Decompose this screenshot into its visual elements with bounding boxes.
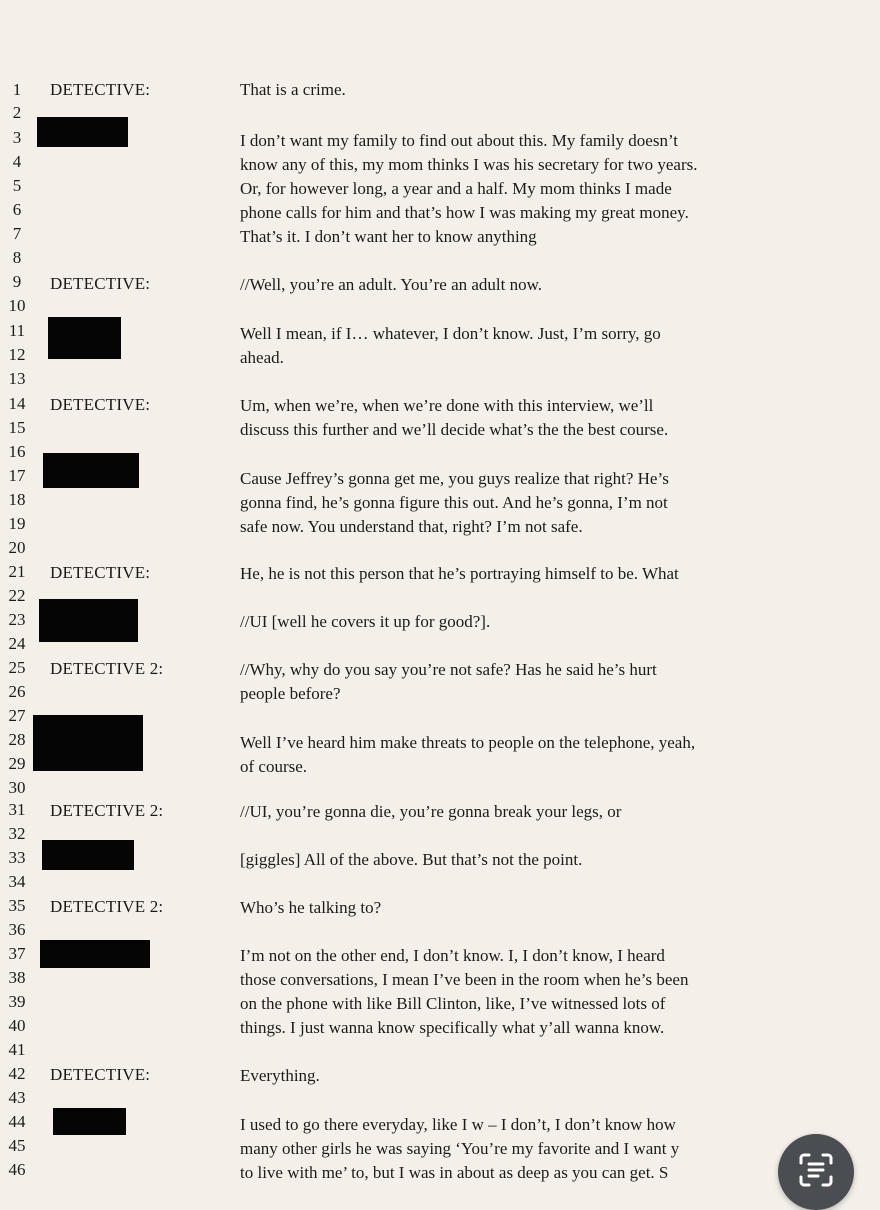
speaker-label: DETECTIVE: bbox=[50, 395, 151, 414]
line-number: 45 bbox=[8, 1136, 26, 1155]
line-number: 7 bbox=[12, 224, 22, 243]
line-number: 42 bbox=[8, 1064, 26, 1083]
line-number: 30 bbox=[8, 778, 26, 797]
speech-line: things. I just wanna know specifically what y’all wanna know. bbox=[240, 1018, 665, 1037]
speech-line: Well I mean, if I… whatever, I don’t know. Just, I’m sorry, go bbox=[240, 324, 661, 343]
speech-line: Cause Jeffrey’s gonna get me, you guys realize that right? He’s bbox=[240, 469, 669, 488]
redaction-box bbox=[53, 1108, 126, 1135]
speech-line: Who’s he talking to? bbox=[240, 898, 382, 917]
line-number: 44 bbox=[8, 1112, 26, 1131]
line-number: 24 bbox=[8, 634, 26, 653]
line-number: 27 bbox=[8, 706, 26, 725]
line-number: 34 bbox=[8, 872, 26, 891]
redaction-box bbox=[42, 840, 134, 870]
speech-line: safe now. You understand that, right? I’m not safe. bbox=[240, 517, 583, 536]
line-number: 32 bbox=[8, 824, 26, 843]
line-number: 17 bbox=[8, 466, 26, 485]
line-number: 23 bbox=[8, 610, 26, 629]
line-number: 9 bbox=[12, 272, 22, 291]
line-number: 1 bbox=[12, 80, 22, 99]
speech-line: Well I’ve heard him make threats to people on the telephone, yeah, bbox=[240, 733, 696, 752]
line-number: 37 bbox=[8, 944, 26, 963]
speech-line: //UI, you’re gonna die, you’re gonna break your legs, or bbox=[240, 802, 622, 821]
line-number: 11 bbox=[8, 321, 26, 340]
line-number: 15 bbox=[8, 418, 26, 437]
line-number: 2 bbox=[12, 103, 22, 122]
speech-line: ahead. bbox=[240, 348, 284, 367]
line-number: 18 bbox=[8, 490, 26, 509]
speech-line: Um, when we’re, when we’re done with this interview, we’ll bbox=[240, 396, 654, 415]
line-number: 28 bbox=[8, 730, 26, 749]
speech-line: discuss this further and we’ll decide what’s the the best course. bbox=[240, 420, 669, 439]
speech-line: //Why, why do you say you’re not safe? Has he said he’s hurt bbox=[240, 660, 657, 679]
speech-line: //UI [well he covers it up for good?]. bbox=[240, 612, 491, 631]
line-number: 35 bbox=[8, 896, 26, 915]
text-scan-button[interactable] bbox=[778, 1134, 854, 1210]
speaker-label: DETECTIVE: bbox=[50, 274, 151, 293]
speaker-label: DETECTIVE: bbox=[50, 563, 151, 582]
speaker-label: DETECTIVE: bbox=[50, 80, 151, 99]
speech-line: He, he is not this person that he’s portraying himself to be. What bbox=[240, 564, 679, 583]
line-number: 19 bbox=[8, 514, 26, 533]
line-number: 36 bbox=[8, 920, 26, 939]
line-number: 13 bbox=[8, 369, 26, 388]
speech-line: I used to go there everyday, like I w – I don’t, I don’t know how bbox=[240, 1115, 676, 1134]
speech-line: //Well, you’re an adult. You’re an adult now. bbox=[240, 275, 543, 294]
line-number: 22 bbox=[8, 586, 26, 605]
redaction-box bbox=[33, 715, 143, 771]
speech-line: Or, for however long, a year and a half. My mom thinks I made bbox=[240, 179, 672, 198]
line-number: 8 bbox=[12, 248, 22, 267]
redaction-box bbox=[43, 453, 139, 488]
speaker-label: DETECTIVE 2: bbox=[50, 801, 164, 820]
speech-line: That’s it. I don’t want her to know anything bbox=[240, 227, 537, 246]
speech-line: to live with me’ to, but I was in about as deep as you can get. S bbox=[240, 1163, 669, 1182]
line-number: 31 bbox=[8, 800, 26, 819]
line-number: 26 bbox=[8, 682, 26, 701]
speech-line: [giggles] All of the above. But that’s not the point. bbox=[240, 850, 583, 869]
line-number: 21 bbox=[8, 562, 26, 581]
speech-line: people before? bbox=[240, 684, 341, 703]
speech-line: phone calls for him and that’s how I was making my great money. bbox=[240, 203, 689, 222]
line-number: 20 bbox=[8, 538, 26, 557]
line-number: 5 bbox=[12, 176, 22, 195]
redaction-box bbox=[37, 117, 128, 147]
speech-line: I don’t want my family to find out about this. My family doesn’t bbox=[240, 131, 679, 150]
line-number: 38 bbox=[8, 968, 26, 987]
speech-line: on the phone with like Bill Clinton, like, I’ve witnessed lots of bbox=[240, 994, 666, 1013]
line-number: 4 bbox=[12, 152, 22, 171]
speech-line: those conversations, I mean I’ve been in the room when he’s been bbox=[240, 970, 689, 989]
line-number: 6 bbox=[12, 200, 22, 219]
line-number: 41 bbox=[8, 1040, 26, 1059]
line-number: 33 bbox=[8, 848, 26, 867]
line-number: 16 bbox=[8, 442, 26, 461]
line-number: 43 bbox=[8, 1088, 26, 1107]
text-scan-icon bbox=[798, 1152, 834, 1188]
line-number: 14 bbox=[8, 394, 26, 413]
speech-line: Everything. bbox=[240, 1066, 320, 1085]
line-number: 29 bbox=[8, 754, 26, 773]
line-number: 10 bbox=[8, 296, 26, 315]
speech-line: gonna find, he’s gonna figure this out. And he’s gonna, I’m not bbox=[240, 493, 668, 512]
redaction-box bbox=[48, 317, 121, 359]
speech-line: know any of this, my mom thinks I was his secretary for two years. bbox=[240, 155, 698, 174]
line-number: 40 bbox=[8, 1016, 26, 1035]
redaction-box bbox=[40, 940, 150, 968]
line-number: 3 bbox=[12, 128, 22, 147]
line-number: 46 bbox=[8, 1160, 26, 1179]
speech-line: of course. bbox=[240, 757, 308, 776]
speech-line: many other girls he was saying ‘You’re my favorite and I want y bbox=[240, 1139, 680, 1158]
speaker-label: DETECTIVE: bbox=[50, 1065, 151, 1084]
redaction-box bbox=[39, 599, 138, 642]
line-number: 39 bbox=[8, 992, 26, 1011]
line-number: 12 bbox=[8, 345, 26, 364]
speech-line: That is a crime. bbox=[240, 80, 346, 99]
speech-line: I’m not on the other end, I don’t know. I, I don’t know, I heard bbox=[240, 946, 665, 965]
speaker-label: DETECTIVE 2: bbox=[50, 897, 164, 916]
speaker-label: DETECTIVE 2: bbox=[50, 659, 164, 678]
line-number: 25 bbox=[8, 658, 26, 677]
